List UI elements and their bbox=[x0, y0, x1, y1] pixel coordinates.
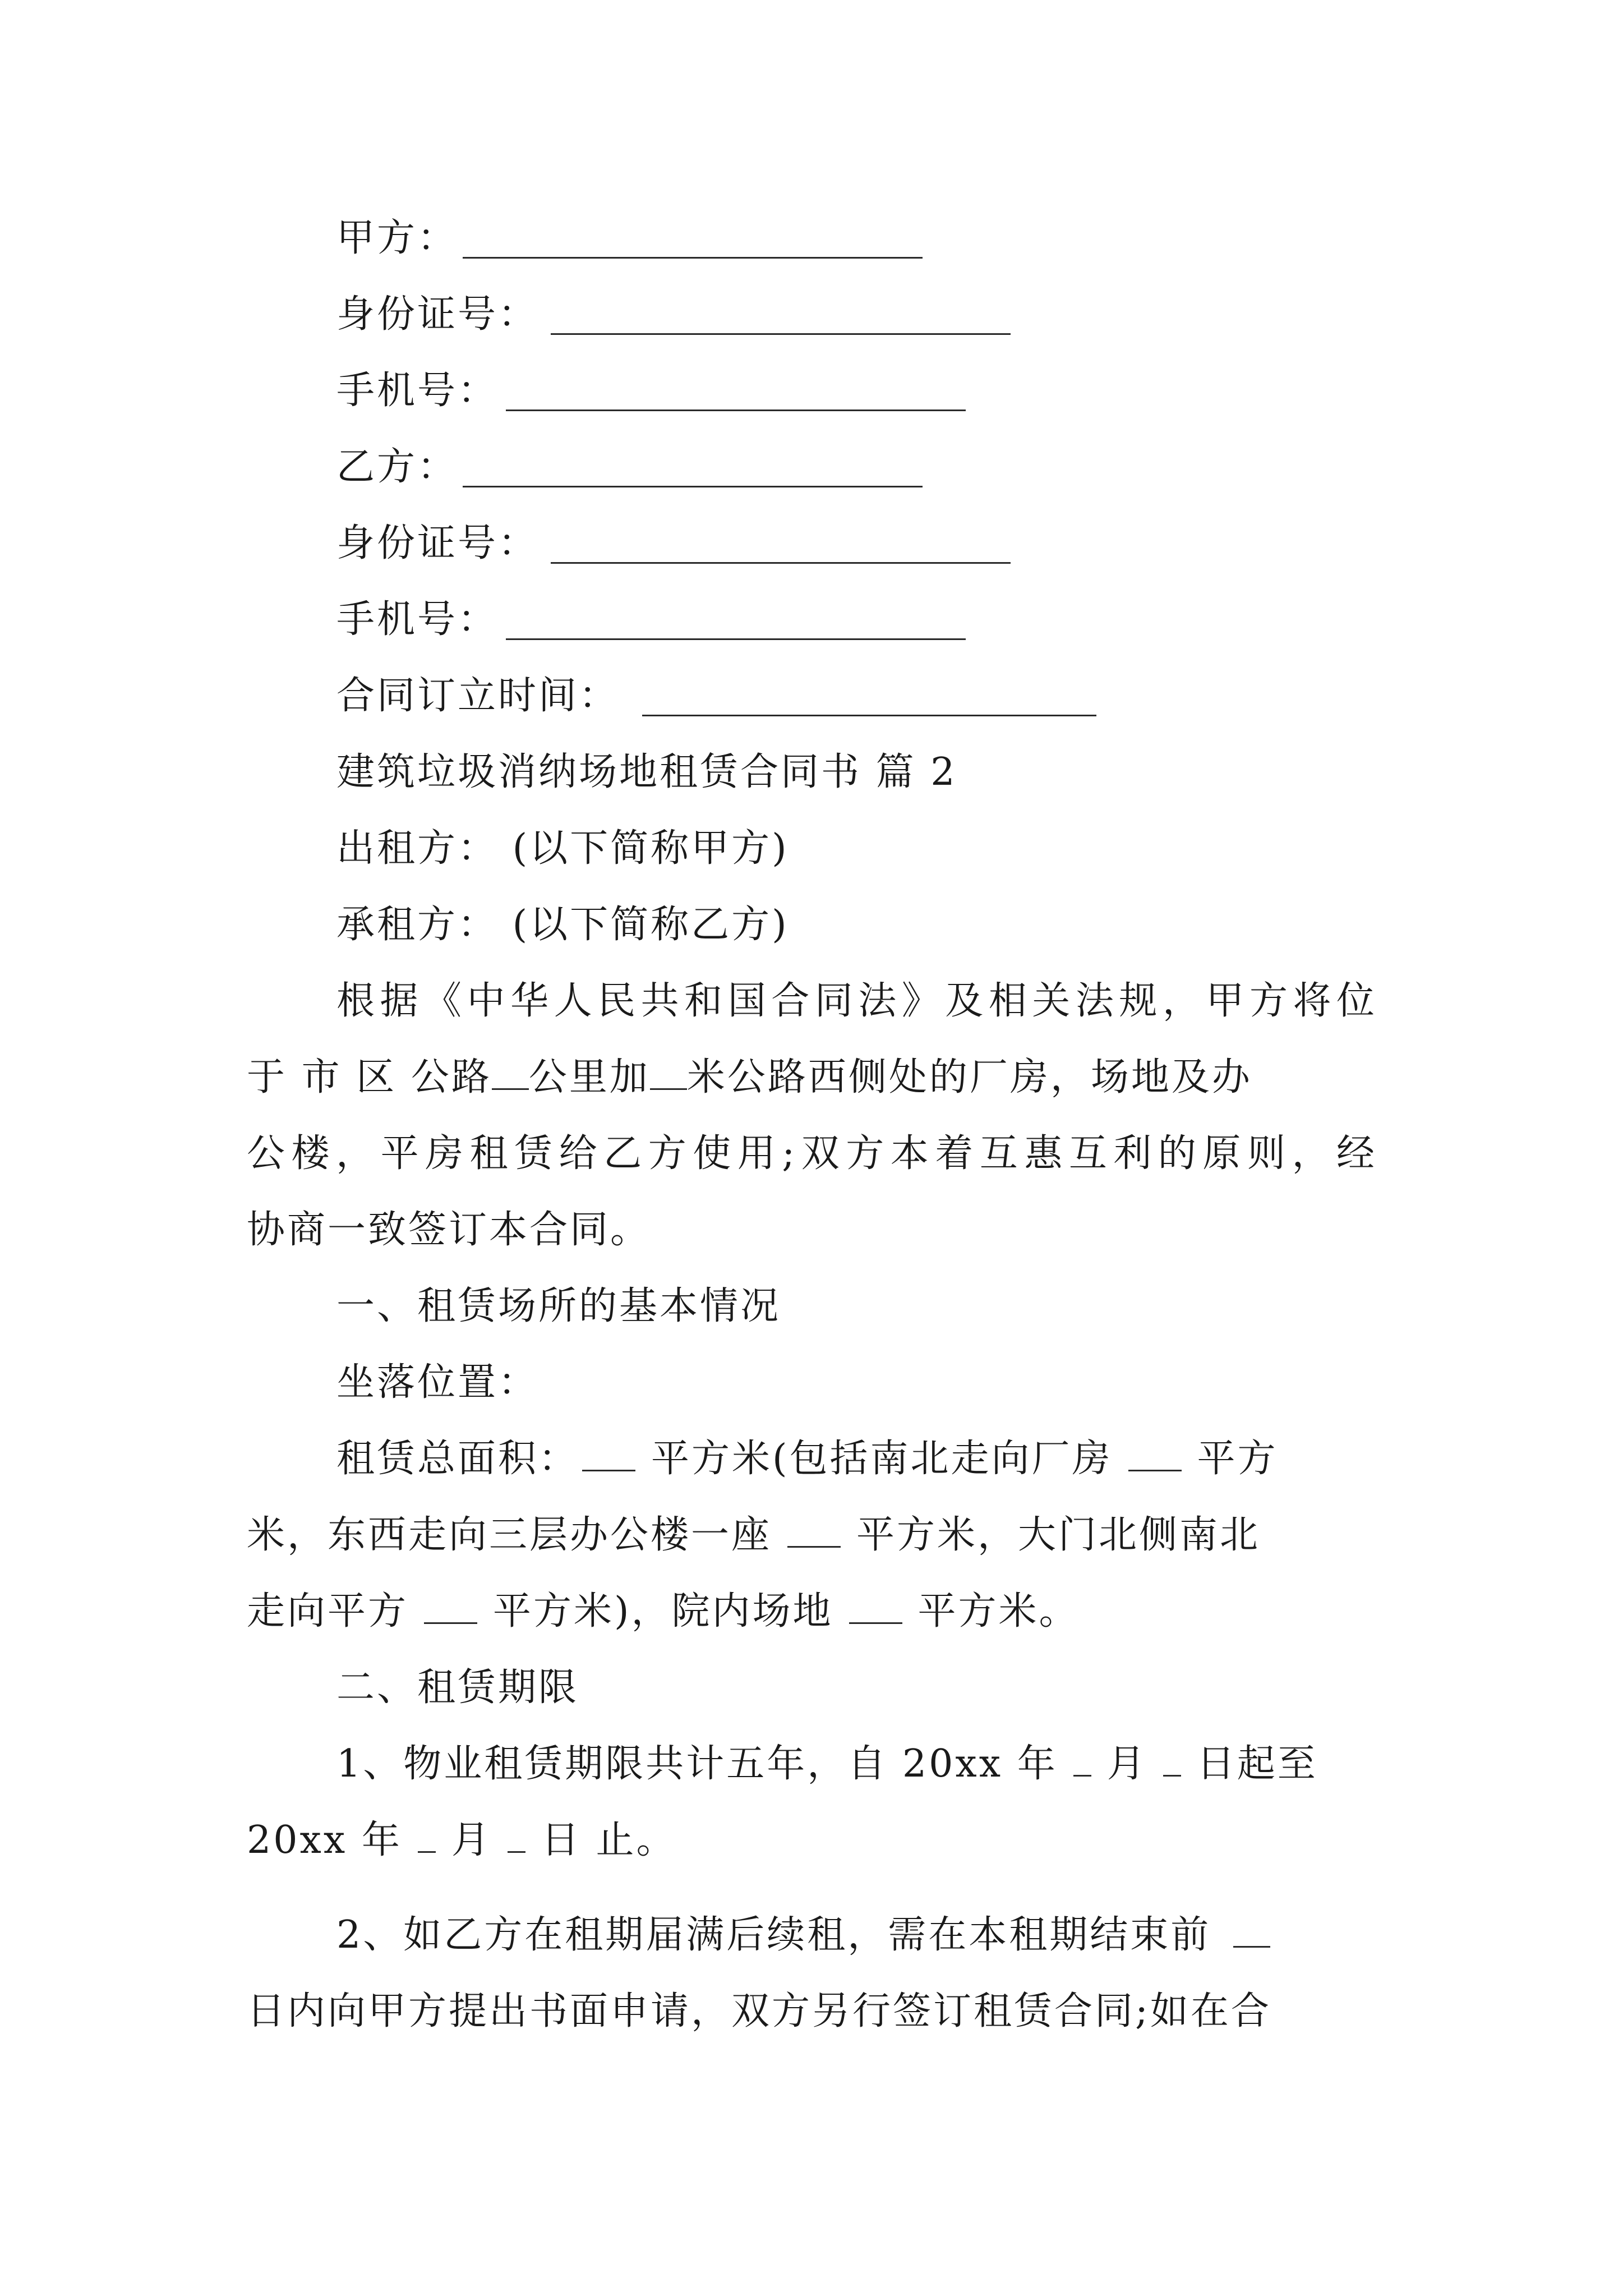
party-b-fill-line bbox=[463, 486, 923, 487]
term-text-1: 1、物业租赁期限共计五年，自 20xx 年 bbox=[336, 1742, 1058, 1786]
area-text-1: 平方米(包括南北走向厂房 bbox=[651, 1437, 1113, 1481]
party-a-phone-fill-line bbox=[506, 409, 966, 411]
blank-start-month bbox=[1073, 1743, 1091, 1777]
party-b-id-fill-line bbox=[551, 562, 1011, 564]
blank-factory-area bbox=[1128, 1438, 1182, 1471]
term-text-6: 日 止。 bbox=[541, 1818, 677, 1862]
location-label: 坐落位置： bbox=[336, 1360, 539, 1405]
area-text-4: 平方米，大门北侧南北 bbox=[856, 1513, 1261, 1557]
party-a-phone-label: 手机号： bbox=[336, 369, 499, 413]
blank-km bbox=[492, 1057, 529, 1090]
party-b-phone-label: 手机号： bbox=[336, 597, 499, 642]
intro-line-4: 协商一致签订本合同。 bbox=[247, 1208, 651, 1252]
intro-line-2-part-3: 米公路西侧处的厂房，场地及办 bbox=[686, 1055, 1252, 1099]
area-text-3: 米，东西走向三层办公楼一座 bbox=[247, 1513, 772, 1557]
term-text-5: 月 bbox=[451, 1818, 492, 1862]
blank-start-day bbox=[1163, 1743, 1181, 1777]
intro-line-3: 公楼，平房租赁给乙方使用;双方本着互惠互利的原则，经 bbox=[247, 1131, 1377, 1176]
renew-text-1: 2、如乙方在租期届满后续租，需在本租期结束前 bbox=[336, 1913, 1211, 1957]
intro-line-2-part-2: 公里加 bbox=[528, 1055, 650, 1099]
area-text-6: 平方米)，院内场地 bbox=[493, 1589, 833, 1634]
party-b-id-label: 身份证号： bbox=[336, 521, 539, 565]
term-text-2: 月 bbox=[1106, 1742, 1147, 1786]
intro-line-1: 根据《中华人民共和国合同法》及相关法规，甲方将位 bbox=[336, 979, 1377, 1023]
area-text-5: 走向平方 bbox=[247, 1589, 409, 1634]
area-line-3 bbox=[247, 1589, 1080, 1634]
blank-yard-area bbox=[849, 1591, 902, 1624]
area-line-2 bbox=[247, 1513, 1260, 1558]
party-a-id-fill-line bbox=[551, 333, 1011, 335]
blank-renew-days bbox=[1233, 1915, 1270, 1948]
intro-line-2-part-1: 于 市 区 公路 bbox=[247, 1055, 492, 1099]
contract-date-fill-line bbox=[642, 715, 1096, 716]
blank-end-month bbox=[418, 1820, 436, 1853]
party-a-fill-line bbox=[463, 257, 923, 259]
party-b-label: 乙方： bbox=[336, 445, 458, 489]
heading-basic-info: 一、租赁场所的基本情况 bbox=[336, 1284, 781, 1328]
renew-line-2: 日内向甲方提出书面申请，双方另行签订租赁合同;如在合 bbox=[247, 1989, 1271, 2033]
term-text-3: 日起至 bbox=[1196, 1742, 1318, 1786]
term-text-4: 20xx 年 bbox=[247, 1818, 402, 1862]
party-b-phone-fill-line bbox=[506, 638, 966, 640]
term-line-2 bbox=[247, 1818, 676, 1863]
blank-m bbox=[650, 1057, 687, 1090]
contract-date-label: 合同订立时间： bbox=[336, 674, 620, 718]
area-line-1 bbox=[336, 1437, 1278, 1481]
blank-total-area bbox=[582, 1438, 635, 1471]
blank-end-day bbox=[508, 1820, 525, 1853]
area-text-7: 平方米。 bbox=[917, 1589, 1080, 1634]
term-line-1 bbox=[336, 1742, 1318, 1787]
blank-office-area bbox=[787, 1515, 841, 1548]
heading-lease-term: 二、租赁期限 bbox=[336, 1665, 579, 1710]
party-a-label: 甲方： bbox=[336, 216, 458, 260]
renew-line-1 bbox=[336, 1913, 1270, 1958]
area-text-2: 平方 bbox=[1197, 1437, 1278, 1481]
party-a-id-label: 身份证号： bbox=[336, 292, 539, 337]
lessor-line: 出租方： (以下简称甲方) bbox=[336, 826, 789, 871]
section-title: 建筑垃圾消纳场地租赁合同书 篇 2 bbox=[336, 750, 957, 794]
blank-bungalow-area bbox=[424, 1591, 477, 1624]
lessee-line: 承租方： (以下简称乙方) bbox=[336, 903, 789, 947]
intro-line-2 bbox=[247, 1055, 1252, 1100]
area-label: 租赁总面积： bbox=[336, 1437, 579, 1481]
